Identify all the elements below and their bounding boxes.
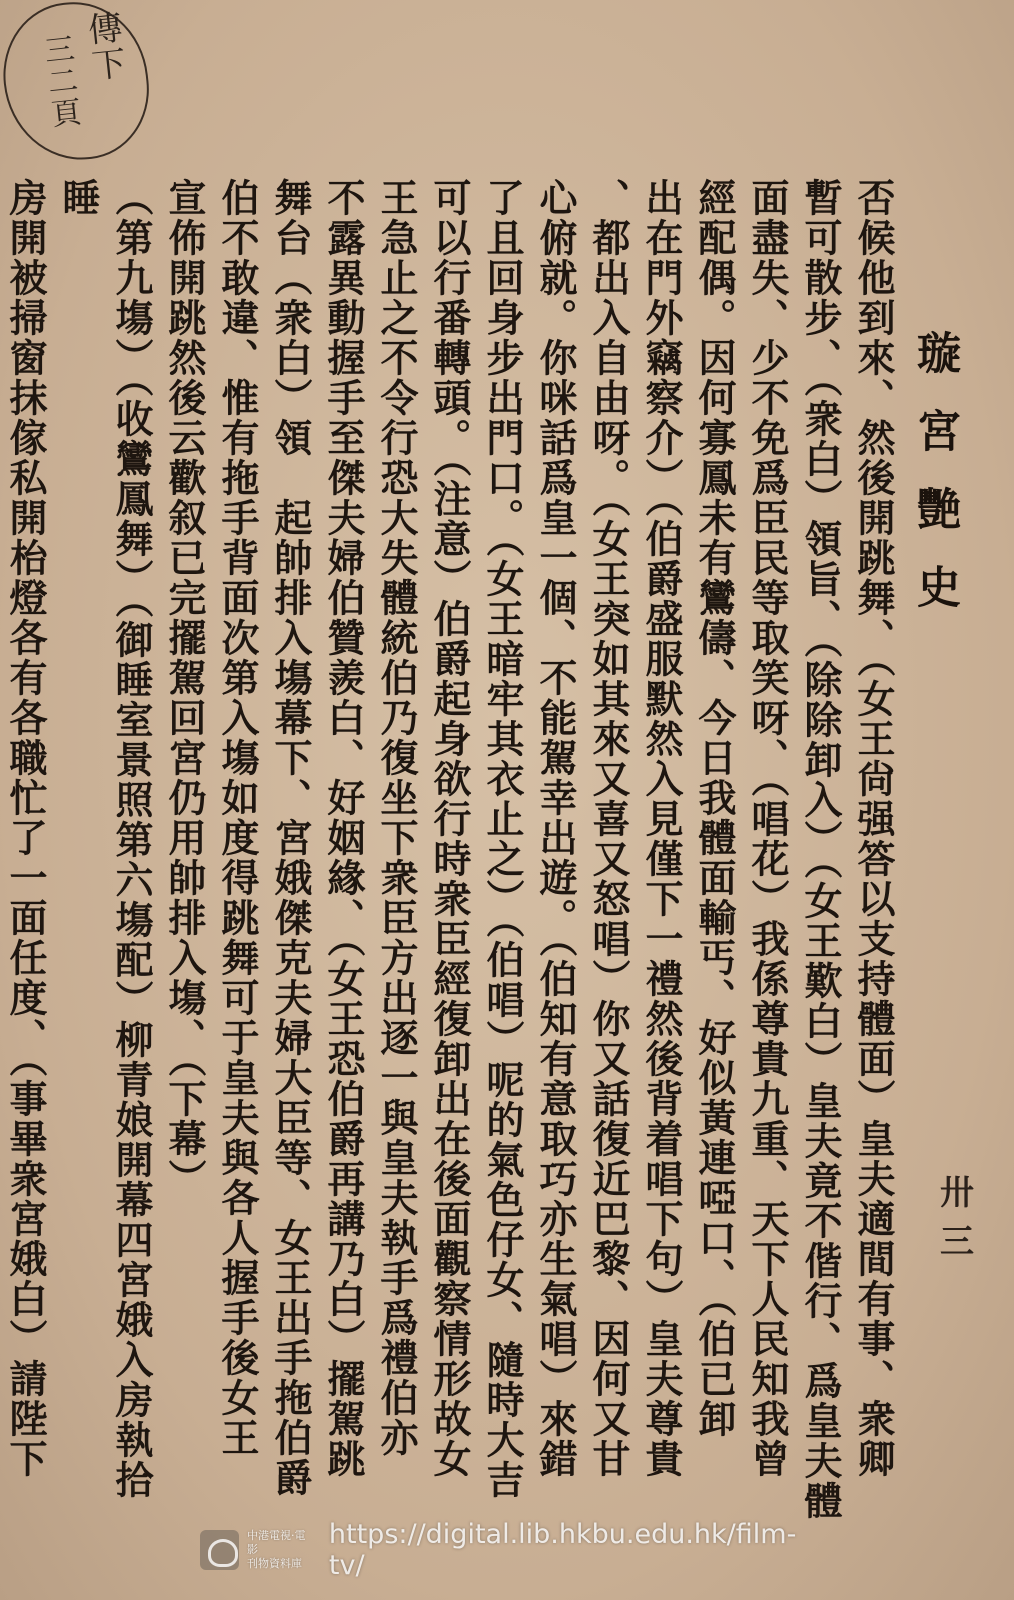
text-column: 心俯就。你咪話爲皇一個、不能駕幸出遊。（伯知有意取巧亦生氣唱）來錯 [533, 178, 578, 1479]
watermark-org-line1: 中港電視·電影 [247, 1529, 306, 1556]
text-column: 王急止之不令行恐大失體統伯乃復坐下衆臣方出逐一與皇夫執手爲禮伯亦 [374, 178, 419, 1458]
text-column: （第九塲）（收鸞鳳舞）（御睡室景照第六塲配）柳青娘開幕四宮娥入房執拾睡 [56, 178, 154, 1500]
text-column: 否候他到來、然後開跳舞、（女王尙强答以支持體面）皇夫適間有事、衆卿 [851, 178, 896, 1479]
watermark-url: https://digital.lib.hkbu.edu.hk/film-tv/ [328, 1519, 797, 1581]
text-column: 了且回身步出門口。（女王暗牢其衣止之）（伯唱）呢的氣色仔女、隨時大吉 [480, 178, 525, 1500]
text-column: 出在門外竊察介）（伯爵盛服默然入見僅下一禮然後背着唱下句）皇夫尊貴 [639, 178, 684, 1479]
text-column: 經配偶。因何寡鳳未有鸞儔、今日我體面輸丐、好似黃連啞口、（伯已卸 [692, 178, 737, 1439]
watermark-org-line2: 刊物資料庫 [247, 1557, 303, 1570]
stamp-text-line1: 傳下 [79, 9, 128, 85]
stamp-text-line2: 三二頁 [37, 32, 82, 132]
page-title: 璇宮艷史 [909, 330, 960, 642]
watermark [200, 1519, 820, 1581]
text-column: 房開被掃窗抹傢私開枱燈各有各職忙了一面任度、（事畢衆宮娥白）請陛下 [3, 178, 48, 1479]
text-column: 暫可散步、（衆白）領旨、（除除卸入）（女王歎白）皇夫竟不偕行、爲皇夫體 [798, 178, 843, 1521]
script-text-body [3, 178, 900, 1538]
watermark-org [247, 1529, 315, 1571]
text-column: 舞台（衆白）領 起帥排入塲幕下、宮娥傑克夫婦大臣等、女王出手拖伯爵 [268, 178, 313, 1498]
library-logo-icon [200, 1530, 239, 1570]
text-column: 面盡失、少不免爲臣民等取笑呀、（唱花）我係尊貴九重、天下人民知我曾 [745, 178, 790, 1479]
page-number: 卅三 [940, 1173, 978, 1262]
text-column: 宣佈開跳然後云歡叙已完擺駕回宮仍用帥排入塲、（下幕） [162, 178, 207, 1199]
text-column: 不露異動握手至傑夫婦伯贊羨白、好姻緣、（女王恐伯爵再講乃白）擺駕跳 [321, 178, 366, 1479]
text-column: 可以行番轉頭。（注意）伯爵起身欲行時衆臣經復卸出在後面觀察情形故女 [427, 178, 472, 1479]
library-stamp [0, 0, 156, 167]
text-column: 、都出入自由呀。（女王突如其來又喜又怒唱）你又話復近巴黎、因何又甘 [586, 178, 631, 1479]
text-column: 伯不敢違、惟有拖手背面次第入塲如度得跳舞可于皇夫與各人握手後女王 [215, 178, 260, 1458]
